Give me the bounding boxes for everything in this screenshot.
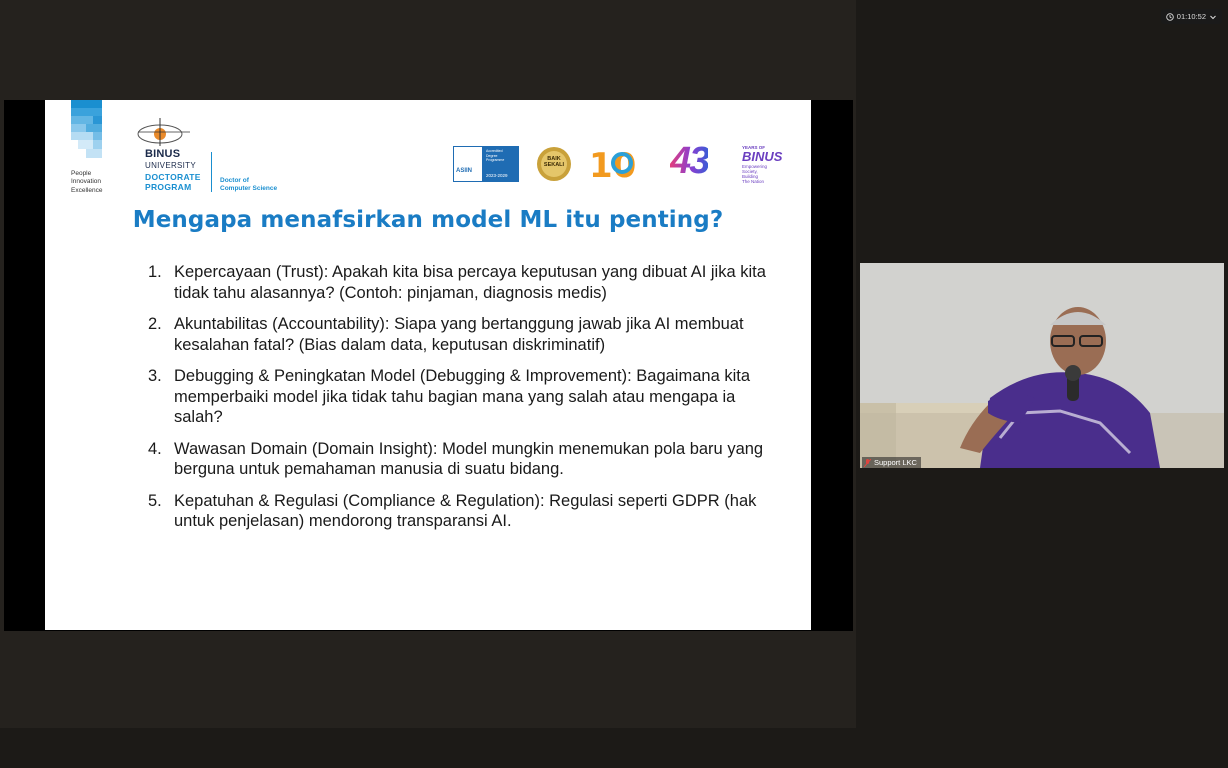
asiin-accreditation-badge: ASIIN Accredited Degree Programme 2023-2029 <box>453 146 519 182</box>
department-label: Doctor of Computer Science <box>220 177 278 192</box>
clock-icon <box>1166 13 1174 21</box>
slide-title: Mengapa menafsirkan model ML itu penting? <box>132 207 724 233</box>
list-item: 1. Kepercayaan (Trust): Apakah kita bisa percaya keputusan yang dibuat AI jika kita tidak tahu alasannya? (Contoh: pinjaman, diagnosis medis) <box>148 263 766 302</box>
anniversary-tagline: Empowering Society, Building The Nation <box>742 164 768 184</box>
presentation-slide <box>45 100 811 630</box>
speaker-video-frame <box>860 263 1224 468</box>
slide-points-list <box>145 262 785 543</box>
svg-text:10: 10 <box>589 146 637 181</box>
baik-sekali-text: BAIK SEKALI <box>543 156 565 168</box>
divider <box>211 152 212 192</box>
43-years-number: 43 <box>670 140 709 182</box>
years-of-label: YEARS OF <box>742 145 766 150</box>
chevron-down-icon <box>1209 13 1217 21</box>
tagline: People Innovation Excellence <box>71 170 103 194</box>
binus-purple-wordmark: BINUS <box>742 149 783 164</box>
binus-emblem-icon <box>120 118 200 146</box>
list-item: 4. Wawasan Domain (Domain Insight): Model mungkin menemukan pola baru yang berguna untuk pemahaman manusia di suatu bidang. <box>148 439 764 478</box>
list-item: 2. Akuntabilitas (Accountability): Siapa yang bertanggung jawab jika AI membuat kesalahan fatal? (Bias dalam data, keputusan diskriminatif) <box>148 315 744 354</box>
meeting-timer[interactable]: 01:10:52 <box>1161 9 1222 24</box>
list-item: 5. Kepatuhan & Regulasi (Compliance & Regulation): Regulasi seperti GDPR (hak untuk penjelasan) mendorong transparansi AI. <box>148 491 757 530</box>
binus-wordmark: BINUS <box>145 148 181 160</box>
university-label: UNIVERSITY <box>145 161 197 170</box>
list-item: 3. Debugging & Peningkatan Model (Debugging & Improvement): Bagaimana kita memperbaiki model jika tidak tahu bagian mana yang salah atau mengapa ia salah? <box>148 367 751 426</box>
ten-anniversary-logo <box>589 145 661 181</box>
microphone-muted-icon <box>864 459 871 467</box>
participant-name-tag: Support LKC <box>862 457 921 468</box>
participant-video-tile[interactable] <box>860 263 1224 468</box>
doctorate-program-label: DOCTORATE PROGRAM <box>145 172 201 192</box>
binus-blocks-logo <box>71 100 102 158</box>
